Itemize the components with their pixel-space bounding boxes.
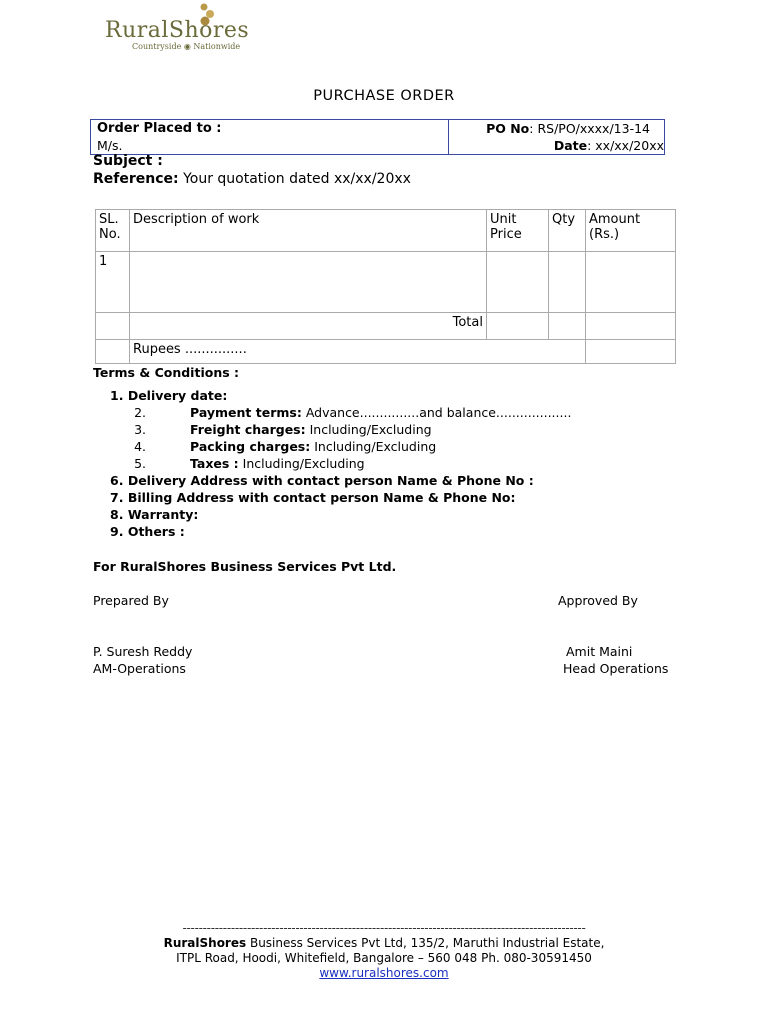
term-label: Freight charges: xyxy=(190,422,306,437)
total-unit-price xyxy=(487,313,549,340)
row-unit-price xyxy=(487,252,549,313)
term-item xyxy=(110,455,571,472)
term-number: 6. xyxy=(110,473,124,488)
term-label: Payment terms: xyxy=(190,405,302,420)
footer-address-line1 xyxy=(0,936,768,951)
row-sl-no: 1 xyxy=(96,252,130,313)
term-value: Including/Excluding xyxy=(310,439,437,454)
approver-role: Head Operations xyxy=(563,661,669,676)
footer-website xyxy=(0,966,768,981)
order-date xyxy=(554,138,664,153)
term-item xyxy=(110,472,571,489)
po-no-label: PO No xyxy=(486,121,530,136)
reference-line xyxy=(93,171,411,187)
po-no-value: : RS/PO/xxxx/13-14 xyxy=(529,121,650,136)
term-item xyxy=(110,387,571,404)
footer-rule: ---------------------------------------------------------------------------------------------------- xyxy=(182,921,586,935)
header-divider xyxy=(448,120,449,154)
term-number: 7. xyxy=(110,490,124,505)
rupees-row-sl xyxy=(96,340,130,364)
term-label: Packing charges: xyxy=(190,439,311,454)
total-row-sl xyxy=(96,313,130,340)
term-label: Warranty: xyxy=(127,507,199,522)
footer-line1-text: Business Services Pvt Ltd, 135/2, Maruthi Industrial Estate, xyxy=(246,936,605,950)
footer-brand: RuralShores xyxy=(163,936,247,950)
date-label: Date xyxy=(553,138,588,153)
term-number: 4. xyxy=(134,439,146,454)
term-number: 8. xyxy=(110,507,124,522)
ms-label: M/s. xyxy=(97,138,123,153)
term-item xyxy=(110,404,571,421)
total-row xyxy=(96,313,676,340)
term-value: Advance...............and balance................... xyxy=(301,405,572,420)
total-qty xyxy=(549,313,586,340)
header-unit-price: Unit Price xyxy=(487,210,549,252)
term-label: Delivery date: xyxy=(127,388,228,403)
term-item xyxy=(110,523,571,540)
logo-wordmark: RuralShores xyxy=(105,18,250,43)
po-number xyxy=(486,121,650,136)
term-label: Others : xyxy=(127,524,185,539)
term-value: Including/Excluding xyxy=(238,456,365,471)
approver-name: Amit Maini xyxy=(566,644,633,659)
header-description: Description of work xyxy=(130,210,487,252)
term-label: Taxes : xyxy=(190,456,239,471)
table-row xyxy=(96,252,676,313)
total-label: Total xyxy=(130,313,487,340)
document-title: PURCHASE ORDER xyxy=(313,88,455,104)
reference-value: Your quotation dated xx/xx/20xx xyxy=(183,171,411,187)
footer-address-line2: ITPL Road, Hoodi, Whitefield, Bangalore – 560 048 Ph. 080-30591450 xyxy=(176,951,592,965)
reference-label: Reference: xyxy=(93,171,179,187)
rupees-label: Rupees ............... xyxy=(130,340,586,364)
rupees-amount xyxy=(586,340,676,364)
date-value: : xx/xx/20xx xyxy=(587,138,664,153)
header-amount: Amount (Rs.) xyxy=(586,210,676,252)
approved-by-label: Approved By xyxy=(558,593,638,608)
term-number: 2. xyxy=(134,405,146,420)
term-label: Delivery Address with contact person Name & Phone No : xyxy=(127,473,534,488)
row-qty xyxy=(549,252,586,313)
header-sl-no: SL. No. xyxy=(96,210,130,252)
terms-list xyxy=(110,387,571,540)
term-number: 3. xyxy=(134,422,146,437)
row-amount xyxy=(586,252,676,313)
row-description xyxy=(130,252,487,313)
term-item xyxy=(110,489,571,506)
subject-label: Subject : xyxy=(93,153,163,169)
term-item xyxy=(110,421,571,438)
preparer-name: P. Suresh Reddy xyxy=(93,644,193,659)
rupees-row xyxy=(96,340,676,364)
total-amount xyxy=(586,313,676,340)
term-item xyxy=(110,506,571,523)
terms-heading: Terms & Conditions : xyxy=(93,365,240,380)
table-header-row xyxy=(96,210,676,252)
header-qty: Qty xyxy=(549,210,586,252)
term-number: 9. xyxy=(110,524,124,539)
prepared-by-label: Prepared By xyxy=(93,593,169,608)
items-table xyxy=(95,209,676,364)
order-header-box xyxy=(90,119,665,155)
term-item xyxy=(110,438,571,455)
logo-tagline: Countryside ◉ Nationwide xyxy=(132,42,241,51)
company-for-line: For RuralShores Business Services Pvt Ltd. xyxy=(93,559,397,574)
preparer-role: AM-Operations xyxy=(93,661,186,676)
website-link[interactable]: www.ruralshores.com xyxy=(319,966,449,980)
term-label: Billing Address with contact person Name & Phone No: xyxy=(127,490,516,505)
term-number: 1. xyxy=(110,388,124,403)
term-value: Including/Excluding xyxy=(305,422,432,437)
order-placed-to-label: Order Placed to : xyxy=(97,121,222,136)
term-number: 5. xyxy=(134,456,146,471)
